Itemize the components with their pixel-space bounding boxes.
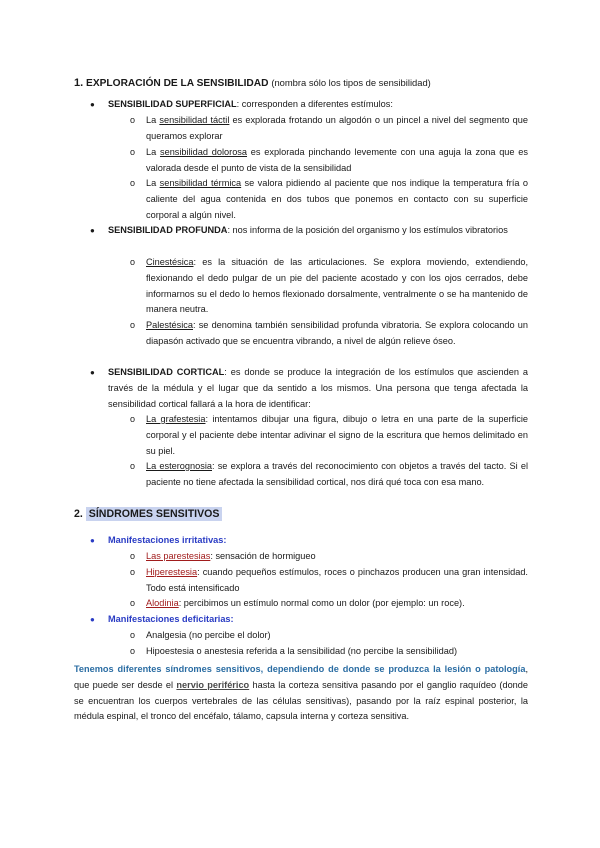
term-palestesica: Palestésica (146, 320, 193, 330)
bullet-icon: ● (90, 615, 95, 624)
closing-paragraph (74, 662, 528, 725)
paragraph-rest: hasta la corteza sensitiva pasando por el ganglio raquídeo (donde se encuentran los cuerpos vertebrales de las células sensitivas), pasando por la raíz espinal posterior, la médula espinal, el tronco del encéfalo, tálamo, capsula interna y corteza sensitiva. (74, 679, 529, 722)
cortical-label: SENSIBILIDAD CORTICAL (108, 367, 225, 377)
cinestesica-text: : es la situación de las articulaciones. Se explora moviendo, extendiendo, flexionando el dedo pulgar de un pie del paciente acostado y con los ojos cerrados, debe informarnos su el dedo lo hemos flexionado dorsalmente, ventralmente o se ha mantenido de manera neutra. (146, 257, 528, 315)
list-item-irritativas (90, 533, 528, 549)
circle-bullet-icon: o (130, 320, 136, 330)
circle-bullet-icon: o (130, 461, 136, 471)
section-1-note: (nombra sólo los tipos de sensibilidad) (271, 77, 431, 88)
circle-bullet-icon: o (130, 567, 136, 577)
circle-bullet-icon: o (130, 115, 136, 125)
item-prefix: La (146, 147, 160, 157)
superficial-label: SENSIBILIDAD SUPERFICIAL (108, 99, 237, 109)
section-1-heading (74, 77, 431, 89)
hiperestesia-text: : cuando pequeños estímulos, roces o pinchazos producen una gran intensidad. Todo está intensificado (146, 567, 528, 593)
sub-item-grafestesia (130, 412, 528, 459)
item-prefix: La (146, 115, 160, 125)
parestesias-text: : sensación de hormigueo (210, 551, 316, 561)
circle-bullet-icon: o (130, 551, 136, 561)
analgesia-text: Analgesia (no percibe el dolor) (146, 630, 271, 640)
circle-bullet-icon: o (130, 147, 136, 157)
profunda-label: SENSIBILIDAD PROFUNDA (108, 225, 228, 235)
circle-bullet-icon: o (130, 630, 136, 640)
sub-item-tactil (130, 113, 528, 145)
irritativas-label: Manifestaciones irritativas: (108, 535, 227, 545)
section-2-number: 2. (74, 508, 83, 520)
sub-item-parestesias (130, 549, 528, 565)
sub-item-esterognosia (130, 459, 528, 491)
hipoestesia-text: Hipoestesia o anestesia referida a la sensibilidad (no percibe la sensibilidad) (146, 646, 458, 656)
term-grafestesia: La grafestesia (146, 414, 206, 424)
item-prefix: La (146, 178, 160, 188)
list-item-profunda (90, 223, 528, 239)
esterognosia-text: : se explora a través del reconocimiento con objetos a través del tacto. Si el paciente no tiene afectada la sensibilidad cortical, nos dirá qué toca con esa mano. (146, 461, 528, 487)
list-item-cortical (90, 365, 528, 412)
superficial-text: : corresponden a diferentes estímulos: (236, 99, 393, 109)
list-item-superficial (90, 97, 528, 113)
paragraph-mid: , que puede ser desde el (74, 664, 528, 690)
circle-bullet-icon: o (130, 178, 136, 188)
term-hiperestesia: Hiperestesia (146, 567, 198, 577)
circle-bullet-icon: o (130, 257, 136, 267)
sub-item-hipoestesia (130, 644, 528, 660)
dolorosa-text: es explorada pinchando levemente con una aguja la zona que es valorada desde el punto de vista de la sensibilidad (146, 147, 528, 173)
cortical-text: : es donde se produce la integración de los estímulos que ascienden a través de la médula y el lugar que da sentido a los mismos. Una persona que tenga afectada la sensibilidad cortical fallará a la hora de identificar: (108, 367, 529, 409)
term-cinestesica: Cinestésica (146, 257, 194, 267)
grafestesia-text: : intentamos dibujar una figura, dibujo o letra en una parte de la superficie corporal y el paciente debe intentar adivinar el signo de la escritura que hemos delimitado en su piel. (146, 414, 528, 456)
section-1-number: 1. (74, 77, 84, 89)
sub-item-termica (130, 176, 528, 223)
palestesica-text: : se denomina también sensibilidad profunda vibratoria. Se explora colocando un diapasón activado que se encuentra vibrando, a nivel de algún relieve óseo. (146, 320, 528, 346)
deficitarias-label: Manifestaciones deficitarias: (108, 614, 234, 624)
tactil-text: es explorada frotando un algodón o un pincel a nivel del segmento que queramos explorar (146, 115, 528, 141)
bullet-icon: ● (90, 226, 95, 235)
paragraph-lead: Tenemos diferentes síndromes sensitivos, dependiendo de donde se produzca la lesión o patología (74, 664, 526, 674)
profunda-text: : nos informa de la posición del organismo y los estímulos vibratorios (227, 225, 508, 235)
circle-bullet-icon: o (130, 598, 136, 608)
circle-bullet-icon: o (130, 646, 136, 656)
term-alodinia: Alodinia (146, 598, 179, 608)
bullet-icon: ● (90, 368, 95, 377)
term-nervio-periferico: nervio periférico (176, 679, 250, 690)
list-item-deficitarias (90, 612, 528, 628)
sub-item-alodinia (130, 596, 528, 612)
sub-item-palestesica (130, 318, 528, 350)
sub-item-analgesia (130, 628, 528, 644)
alodinia-text: : percibimos un estímulo normal como un dolor (por ejemplo: un roce). (178, 598, 465, 608)
section-2-title: SÍNDROMES SENSITIVOS (86, 507, 223, 521)
section-2-heading (74, 508, 222, 520)
term-termica: sensibilidad térmica (159, 178, 242, 188)
term-esterognosia: La esterognosia (146, 461, 212, 471)
circle-bullet-icon: o (130, 414, 136, 424)
sub-item-cinestesica (130, 255, 528, 318)
termica-text: se valora pidiendo al paciente que nos indique la temperatura fría o caliente del agua contenida en dos tubos que ponemos en contacto con su superficie corporal a algún nivel. (146, 178, 528, 220)
term-dolorosa: sensibilidad dolorosa (159, 147, 248, 157)
bullet-icon: ● (90, 536, 95, 545)
sub-item-dolorosa (130, 145, 528, 177)
term-parestesias: Las parestesias (146, 551, 211, 561)
bullet-icon: ● (90, 100, 95, 109)
sub-item-hiperestesia (130, 565, 528, 597)
section-1-title: EXPLORACIÓN DE LA SENSIBILIDAD (86, 78, 269, 89)
term-tactil: sensibilidad táctil (159, 115, 230, 125)
